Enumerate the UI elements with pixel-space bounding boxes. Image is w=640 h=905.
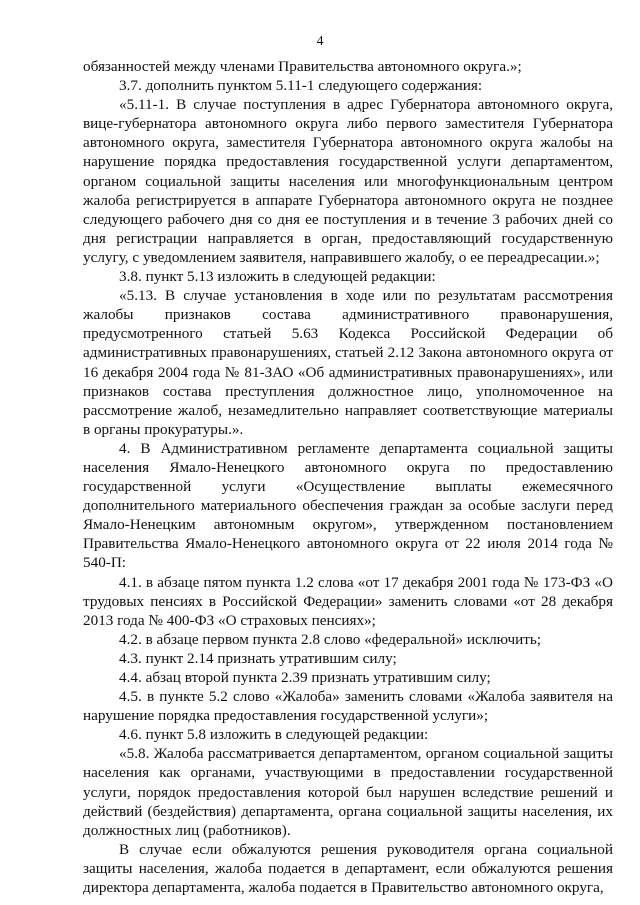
paragraph-3-7: 3.7. дополнить пунктом 5.11-1 следующего содержания:	[119, 77, 483, 95]
paragraph-5-8: «5.8. Жалоба рассматривается департаментом, органом социальной защиты населения как органами, участвующими в предоставлении государственной услуги, порядок предоставления которой был нарушен вследствие решений и действий (бездействия) департамента, органа социальной защиты населения, их должностных лиц (работников).	[83, 745, 613, 839]
paragraph-4-6: 4.6. пункт 5.8 изложить в следующей редакции:	[119, 726, 429, 744]
page-number: 4	[316, 34, 324, 49]
document-body	[83, 57, 613, 897]
paragraph-4-3: 4.3. пункт 2.14 признать утратившим силу;	[119, 649, 397, 667]
paragraph-3-8: 3.8. пункт 5.13 изложить в следующей редакции:	[119, 268, 436, 286]
paragraph-4-4: 4.4. абзац второй пункта 2.39 признать утратившим силу;	[119, 669, 491, 686]
paragraph-5-13: «5.13. В случае установления в ходе или по результатам рассмотрения жалобы признаков состава административного правонарушения, предусмотренного статьей 5.63 Кодекса Российской Федерации об административных правонарушениях, статьей 2.12 Закона автономного округа от 16 декабря 2004 года № 81-ЗАО «Об административных правонарушениях», или признаков состава преступления должностное лицо, уполномоченное на рассмотрение жалоб, незамедлительно направляет соответствующие материалы в органы прокуратуры.».	[83, 287, 613, 438]
paragraph-5-11-1: «5.11-1. В случае поступления в адрес Губернатора автономного округа, вице-губернатора автономного округа либо первого заместителя Губернатора автономного округа, заместителя Губернатора автономного округа жалобы на нарушение порядка предоставления государственной услуги департаментом, органом социальной защиты населения или многофункциональным центром жалоба регистрируется в аппарате Губернатора автономного округа не позднее следующего рабочего дня со дня ее поступления и в течение 3 рабочих дней со дня регистрации направляется в орган, предоставляющий государственную услугу, с уведомлением заявителя, направившего жалобу, о ее переадресации.»;	[83, 96, 613, 266]
paragraph-continuation: обязанностей между членами Правительства автономного округа.»;	[83, 58, 522, 75]
paragraph-4: 4. В Административном регламенте департамента социальной защиты населения Ямало-Ненецкого автономного округа по предоставлению государственной услуги «Осуществление выплаты ежемесячного дополнительного материального обеспечения граждан за особые заслуги перед Ямало-Ненецким автономным округом», утвержденном постановлением Правительства Ямало-Ненецкого автономного округа от 22 июля 2014 года № 540-П:	[83, 439, 613, 572]
paragraph-4-2: 4.2. в абзаце первом пункта 2.8 слово «федеральной» исключить;	[119, 630, 542, 648]
paragraph-4-1: 4.1. в абзаце пятом пункта 1.2 слова «от 17 декабря 2001 года № 173-ФЗ «О трудовых пенсиях в Российской Федерации» заменить словами «от 28 декабря 2013 года № 400-ФЗ «О страховых пенсиях»;	[83, 573, 613, 629]
paragraph-appeal-routing: В случае если обжалуются решения руководителя органа социальной защиты населения, жалоба подается в департамент, если обжалуются решения директора департамента, жалоба подается в Правительство автономного округа,	[83, 840, 613, 897]
paragraph-4-5: 4.5. в пункте 5.2 слово «Жалоба» заменить словами «Жалоба заявителя на нарушение порядка предоставления государственной услуги»;	[83, 688, 613, 725]
